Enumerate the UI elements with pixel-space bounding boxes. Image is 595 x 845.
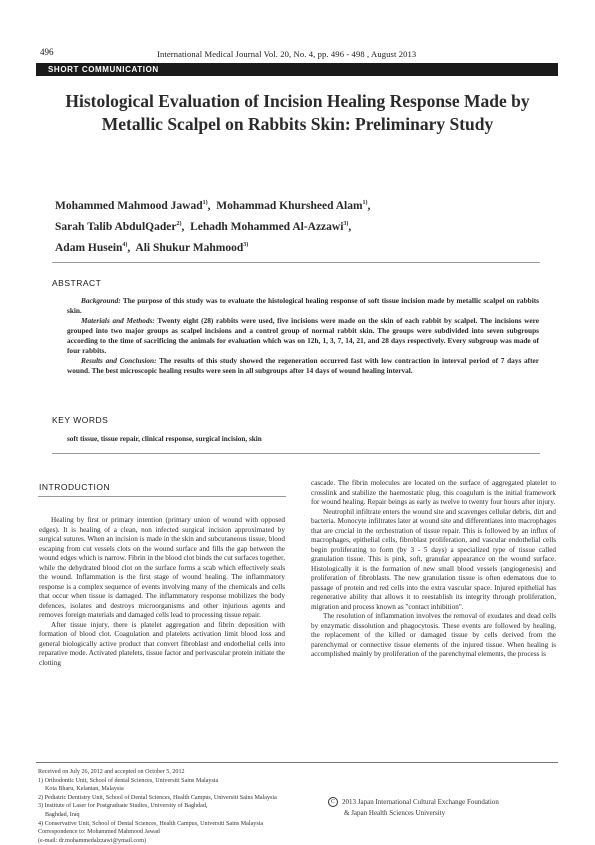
title-line-1: Histological Evaluation of Incision Healing Response Made by	[65, 91, 530, 111]
author-list	[55, 196, 555, 259]
author-row-2: Sarah Talib AbdulQader$^{2)}$, Lehadh Mohammed Al-Azzawi$^{3)}$,	[55, 221, 352, 233]
paragraph: After tissue injury, there is platelet aggregation and fibrin deposition with formation of blood clot. Coagulation and platelets activation limit blood loss and general biologically active product that convert fibroblast and endothelial cells into reparative mode. Activated platelets, tissue factor and perivascular protein initiate the clotting	[39, 620, 285, 667]
paragraph: Neutrophil infiltrate enters the wound site and scavenges cellular debris, dirt and bacteria. Monocyte infiltrates later at wound site and differentiates into macrophages that are crucial in the orchestration of tissue repair. This is followed by an influx of macrophages, epithelial cells, fibroblast proliferation, and vascular endothelial cells begin proliferating to form (by 3 - 5 days) a specialized type of tissue called granulation tissue. This is pink, soft, granular appearance on the wound surface. Histologically it is the formation of new small blood vessels (angiogenesis) and proliferation of fibroblasts. The new granulation tissue is often edematous due to passage of protein and red cells into the extra vascular space. Injured epithelial has regenerative ability that allows it to reestablish its integrity through proliferation, migration and process known as "contact inhibition".	[311, 507, 556, 611]
paragraph: cascade. The fibrin molecules are located on the surface of aggregated platelet to crosslink and stabilize the haemostatic plug, this coagulum is the initial framework for wound healing. Repair beings as early as twelve to twenty four hours after injury.	[311, 479, 556, 506]
section-banner: SHORT COMMUNICATION	[36, 63, 558, 76]
author-row-1: Mohammed Mahmood Jawad$^{1)}$, Mohammad Khursheed Alam$^{1)}$,	[55, 200, 371, 212]
paragraph: Healing by first or primary intention (primary union of wound with opposed edges). It is healing of a clean, non infected surgical incision approximated by surgical sutures. When an incision is made in the skin and subcutaneous tissue, blood escaping from cut vessels clots on the wound surface and fills the gap between the wound edges which is narrow. Fibrin in the blood clot binds the cut surfaces together, while the dehydrated blood clot on the surface forms a scab which effectively seals the wound. Inflammation is the first stage of wound healing. The inflammatory response is a complex sequence of events involving many of the chemicals and cells that occur when tissue is damaged. The inflammatory response mobilizes the body defences, isolates and destroys microorganisms and other injurious agents and removes foreign materials and damaged cells lead to processing tissue repair.	[39, 516, 285, 619]
divider	[52, 262, 540, 263]
author-row-3: Adam Husein$^{4)}$, Ali Shukur Mahmood$^{3)}$	[55, 242, 249, 254]
abstract-results	[67, 356, 539, 376]
introduction-heading: INTRODUCTION	[39, 482, 111, 492]
abstract-label: Background:	[81, 296, 121, 305]
affiliation-marker: 3)	[243, 242, 249, 249]
abstract-text: The purpose of this study was to evaluate the histological healing response of soft tissue incision made by metallic scalpel on rabbits skin.	[67, 296, 539, 315]
abstract-label: Materials and Methods:	[81, 316, 155, 325]
email: (e-mail: dr.mohammedalzzawi@ymail.com)	[38, 837, 146, 844]
abstract-body	[67, 296, 539, 376]
journal-citation: International Medical Journal Vol. 20, No. 4, pp. 496 - 498 , August 2013	[157, 49, 417, 59]
intro-column-right	[311, 479, 556, 660]
abstract-label: Results and Conclusion:	[81, 356, 157, 365]
author-name: Ali Shukur Mahmood	[135, 242, 244, 254]
affiliation: Kota Bharu, Kelantan, Malaysia	[45, 786, 124, 793]
affiliation-marker: 2)	[176, 221, 182, 228]
affiliation: Baghdad, Iraq	[45, 811, 80, 818]
keywords-text: soft tissue, tissue repair, clinical response, surgical incision, skin	[67, 435, 262, 443]
affiliation: 3) Institute of Laser for Postgraduate Studies, University of Baghdad,	[38, 803, 208, 810]
paragraph: The resolution of inflammation involves the removal of exudates and dead cells by enzymatic dissolution and phagocytosis. These events are followed by healing, the replacement of the killed or damaged tissue by cells derived from the parenchymal or connective tissue elements of the injured tissue. When healing is accomplished mainly by proliferation of the parenchymal elements, the process is	[311, 612, 556, 658]
affiliation: 4) Conservative Unit, School of Dental Sciences, Health Campus, Universiti Sains Malaysia	[38, 820, 264, 827]
copyright-text: 2013 Japan International Cultural Exchange Foundation	[342, 798, 499, 806]
abstract-text: Twenty eight (28) rabbits were used, five incisions were made on the skin of each rabbit by scalpel. The incisions were grouped into two major groups as scalpel incisions and a control group of normal rabbit skin. The groups were subdivided into seven subgroups according to the time of sacrificing the animals for evaluation which was on 12h, 1, 3, 7, 14, 21, and 28 days respectively. Every subgroup was made of four rabbits.	[67, 316, 539, 355]
divider	[38, 496, 286, 497]
correspondence: Correspondence to: Mohammed Mahmood Jawad	[38, 829, 160, 836]
keywords-heading: KEY WORDS	[52, 415, 109, 425]
abstract-text: The results of this study showed the regeneration occurred fast with low contraction in interval period of 7 days after wound. The best microscopic healing results were seen in all subgroups after 14 days of wound healing interval.	[67, 356, 539, 375]
affiliation-marker: 1)	[202, 200, 208, 207]
affiliation-marker: 3)	[343, 221, 349, 228]
copyright-notice	[328, 797, 499, 819]
article-title	[30, 90, 565, 136]
abstract-background	[67, 296, 539, 316]
author-name: Mohammed Mahmood Jawad	[55, 200, 203, 212]
affiliation-marker: 1)	[362, 200, 368, 207]
author-name: Mohammad Khursheed Alam	[216, 200, 363, 212]
intro-column-left	[39, 516, 285, 668]
copyright-line-2: & Japan Health Sciences University	[344, 809, 446, 817]
title-line-2: Metallic Scalpel on Rabbits Skin: Preliminary Study	[101, 114, 494, 134]
abstract-methods	[67, 316, 539, 356]
author-name: Lehadh Mohammed Al-Azzawi	[190, 221, 344, 233]
affiliation: 2) Pediatric Dentistry Unit, School of Dental Sciences, Health Campus, Universiti Sains Malaysia	[38, 794, 277, 801]
copyright-line-1	[328, 797, 499, 808]
affiliation-marker: 4)	[122, 242, 128, 249]
abstract-heading: ABSTRACT	[52, 278, 102, 288]
affiliation: 1) Orthodontic Unit, School of dental Sciences, Universiti Sains Malaysia	[38, 777, 219, 784]
footnote-divider	[36, 762, 558, 763]
received-date: Received on July 26, 2012 and accepted on October 5, 2012	[38, 769, 185, 775]
copyright-icon: C	[328, 797, 338, 807]
divider	[52, 453, 540, 454]
author-name: Adam Husein	[55, 242, 123, 254]
page-number: 496	[40, 47, 54, 57]
author-name: Sarah Talib AbdulQader	[55, 221, 177, 233]
